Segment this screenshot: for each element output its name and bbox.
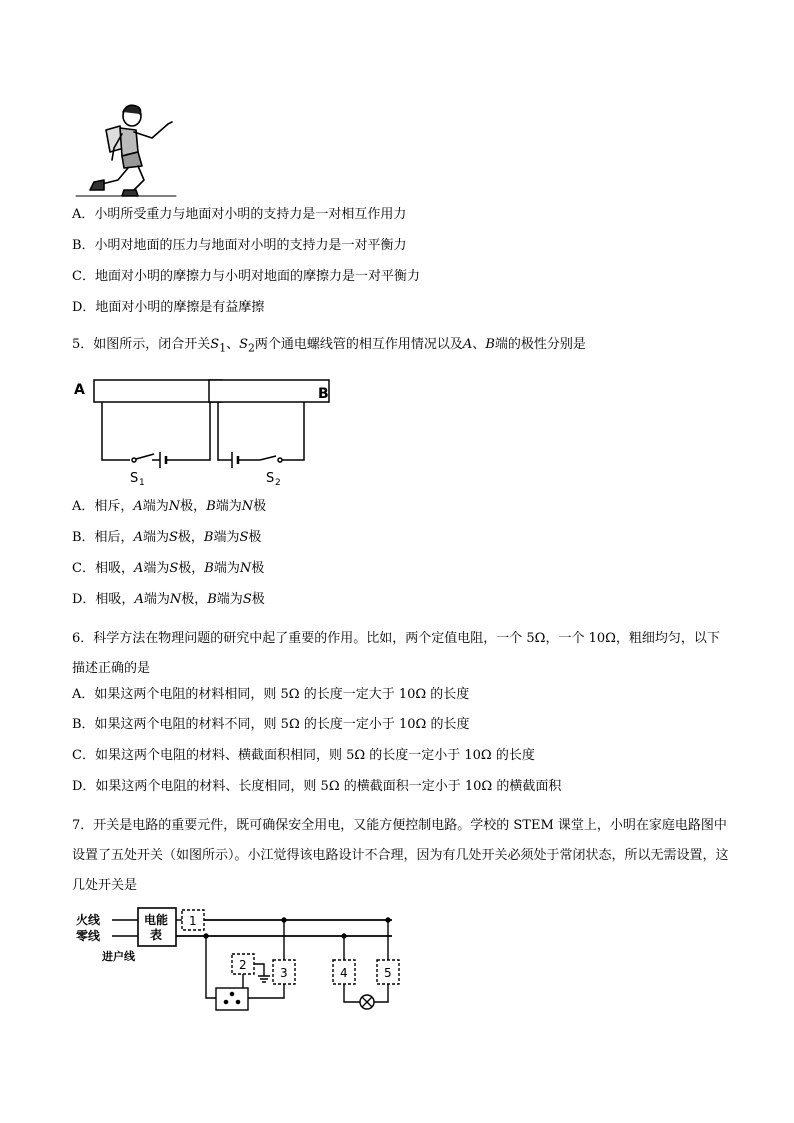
- switch-3-label: 3: [280, 966, 288, 980]
- solenoid-label-b: B: [318, 386, 329, 402]
- switch-s2-subscript: 2: [275, 478, 281, 488]
- q4-option-c: C．地面对小明的摩擦力与小明对地面的摩擦力是一对平衡力: [72, 269, 420, 284]
- q6-stem: 6．科学方法在物理问题的研究中起了重要的作用。比如，两个定值电阻，一个 5Ω，一个 10Ω，粗细均匀，以下描述正确的是: [72, 631, 720, 676]
- solenoid-label-a: A: [74, 382, 85, 398]
- q5-option-c: C．相吸，A端为S极，B端为N极: [72, 561, 265, 576]
- switch-4-label: 4: [340, 966, 348, 980]
- switch-2-label: 2: [239, 958, 247, 972]
- q6-option-c: C．如果这两个电阻的材料、横截面积相同，则 5Ω 的长度一定小于 10Ω 的长度: [72, 748, 535, 763]
- switch-s1-label: S: [130, 471, 139, 486]
- q7-stem: 7．开关是电路的重要元件，既可确保安全用电，又能方便控制电路。学校的 STEM 课堂上，小明在家庭电路图中设置了五处开关（如图所示）。小江觉得该电路设计不合理，因为有几处开关必须处于常闭状态，所以无需设置，这几处开关是: [72, 818, 729, 893]
- q4-option-a: A．小明所受重力与地面对小明的支持力是一对相互作用力: [72, 207, 407, 222]
- switch-s1-subscript: 1: [139, 478, 145, 488]
- q5-option-a: A．相斥，A端为N极，B端为N极: [72, 499, 267, 514]
- live-wire-label: 火线: [76, 913, 101, 927]
- q6-option-b: B．如果这两个电阻的材料不同，则 5Ω 的长度一定小于 10Ω 的长度: [72, 717, 470, 732]
- switch-1-label: 1: [189, 914, 197, 928]
- running-boy-figure: [72, 100, 182, 200]
- meter-label-line2: 表: [150, 928, 163, 942]
- q5-option-b: B．相后，A端为S极，B端为S极: [72, 530, 262, 545]
- q5-option-d: D．相吸，A端为N极，B端为S极: [72, 592, 265, 607]
- switch-s2-label: S: [266, 471, 275, 486]
- switch-5-label: 5: [384, 966, 392, 980]
- q4-option-d: D．地面对小明的摩擦是有益摩擦: [72, 300, 265, 315]
- q5-stem: 5．如图所示，闭合开关$S_1$、$S_2$两个通电螺线管的相互作用情况以及A、B端的极性分别是: [72, 337, 586, 355]
- service-line-label: 进户线: [102, 950, 135, 963]
- q6-option-d: D．如果这两个电阻的材料、长度相同，则 5Ω 的横截面积一定小于 10Ω 的横截面积: [72, 779, 562, 794]
- q6-option-a: A．如果这两个电阻的材料相同，则 5Ω 的长度一定大于 10Ω 的长度: [72, 687, 470, 702]
- meter-label-line1: 电能: [144, 913, 169, 927]
- household-circuit-figure: [76, 902, 406, 1017]
- solenoid-circuit-figure: [72, 372, 342, 487]
- neutral-wire-label: 零线: [76, 929, 101, 943]
- q4-option-b: B．小明对地面的压力与地面对小明的支持力是一对平衡力: [72, 238, 407, 253]
